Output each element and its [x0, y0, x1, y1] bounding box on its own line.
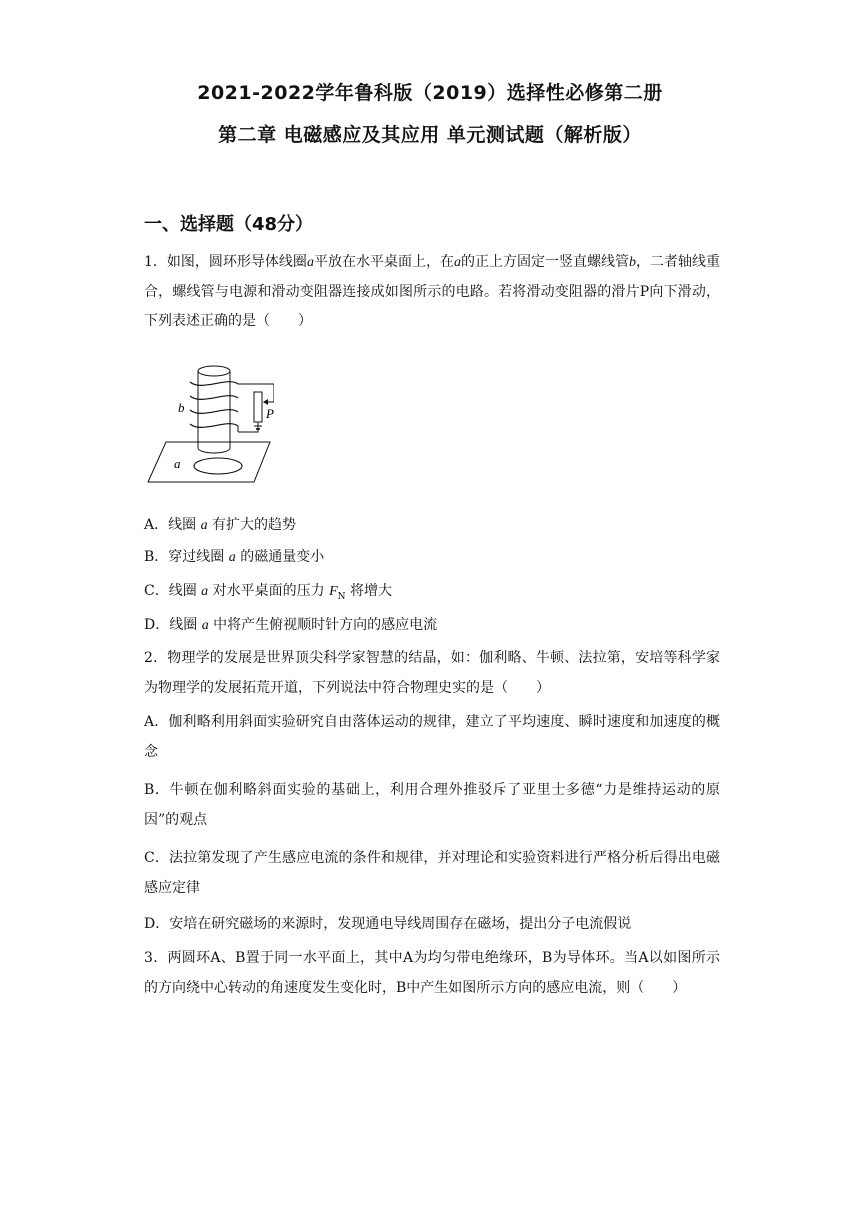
solenoid-coil-figure — [144, 362, 274, 486]
q1-option-c-var: a — [201, 584, 209, 599]
q1-option-c-post: 将增大 — [345, 583, 392, 599]
label-a: a — [174, 456, 181, 471]
q2-option-b[interactable]: B．牛顿在伽利略斜面实验的基础上，利用合理外推驳斥了亚里士多德“力是维持运动的原因”的观点 — [144, 782, 720, 828]
q2-option-d[interactable]: D．安培在研究磁场的来源时，发现通电导线周围存在磁场，提出分子电流假说 — [144, 916, 632, 932]
q1-option-d[interactable] — [144, 614, 437, 634]
solenoid-bottom — [198, 448, 230, 453]
q1-option-a-post: 有扩大的趋势 — [207, 517, 297, 533]
circuit-wire-top — [238, 384, 274, 402]
q1-option-d-post: 中将产生俯视顺时针方向的感应电流 — [208, 617, 438, 633]
label-p: P — [266, 406, 274, 421]
document-title-line-1: 2021-2022学年鲁科版（2019）选择性必修第二册 — [197, 82, 663, 104]
solenoid-top — [198, 366, 230, 376]
q1-option-c-sub: N — [337, 591, 346, 602]
q1-option-d-pre: D．线圈 — [144, 617, 202, 633]
q1-option-c-pre: C．线圈 — [144, 583, 202, 599]
document-title-line-2: 第二章 电磁感应及其应用 单元测试题（解析版） — [218, 124, 642, 146]
q1-option-b-var: a — [228, 550, 236, 565]
slider-p-arrow — [263, 399, 268, 405]
q1-option-c-force: F — [329, 584, 338, 599]
table-plane — [148, 442, 270, 482]
q2-option-c[interactable]: C．法拉第发现了产生感应电流的条件和规律，并对理论和实验资料进行严格分析后得出电磁感应定律 — [144, 850, 720, 896]
q1-option-b-pre: B．穿过线圈 — [144, 549, 229, 565]
q1-var-a2: a — [453, 255, 461, 270]
q1-option-a-pre: A．线圈 — [144, 517, 201, 533]
q1-option-a-var: a — [200, 518, 208, 533]
q1-option-c[interactable] — [144, 580, 392, 602]
q1-option-b[interactable] — [144, 546, 324, 566]
question-2-stem: 2．物理学的发展是世界顶尖科学家智慧的结晶，如：伽利略、牛顿、法拉第，安培等科学家为物理学的发展拓荒开道，下列说法中符合物理史实的是（ ） — [144, 650, 720, 696]
q1-var-a1: a — [306, 255, 314, 270]
q1-option-c-mid: 对水平桌面的压力 — [208, 583, 330, 599]
q1-text-d: ，二者轴线重合，螺线管与电源和滑动变阻器连接成如图所示的电路。若将滑动变阻器的滑片P向下滑动，下列表述正确的是（ ） — [144, 254, 721, 329]
q1-option-d-var: a — [201, 618, 209, 633]
q1-option-b-post: 的磁通量变小 — [235, 549, 325, 565]
question-1-stem — [144, 248, 720, 337]
q1-option-a[interactable] — [144, 514, 296, 534]
circuit-wire-bottom — [238, 422, 258, 432]
solenoid-windings — [190, 382, 238, 428]
q1-var-b: b — [629, 255, 636, 270]
question-3-stem: 3．两圆环A、B置于同一水平面上，其中A为均匀带电绝缘环，B为导体环。当A以如图所示的方向绕中心转动的角速度发生变化时，B中产生如图所示方向的感应电流，则（ ） — [144, 950, 720, 996]
section-heading: 一、选择题（48分） — [144, 214, 314, 235]
q1-text-b: 平放在水平桌面上，在 — [313, 254, 454, 270]
q1-text-a: 1．如图，圆环形导体线圈 — [144, 254, 307, 270]
q1-text-c: 的正上方固定一竖直螺线管 — [460, 254, 629, 270]
coil-a — [194, 458, 242, 474]
q2-option-a[interactable]: A．伽利略利用斜面实验研究自由落体运动的规律，建立了平均速度、瞬时速度和加速度的概念 — [144, 714, 720, 760]
rheostat — [254, 392, 262, 422]
label-b: b — [178, 400, 185, 415]
